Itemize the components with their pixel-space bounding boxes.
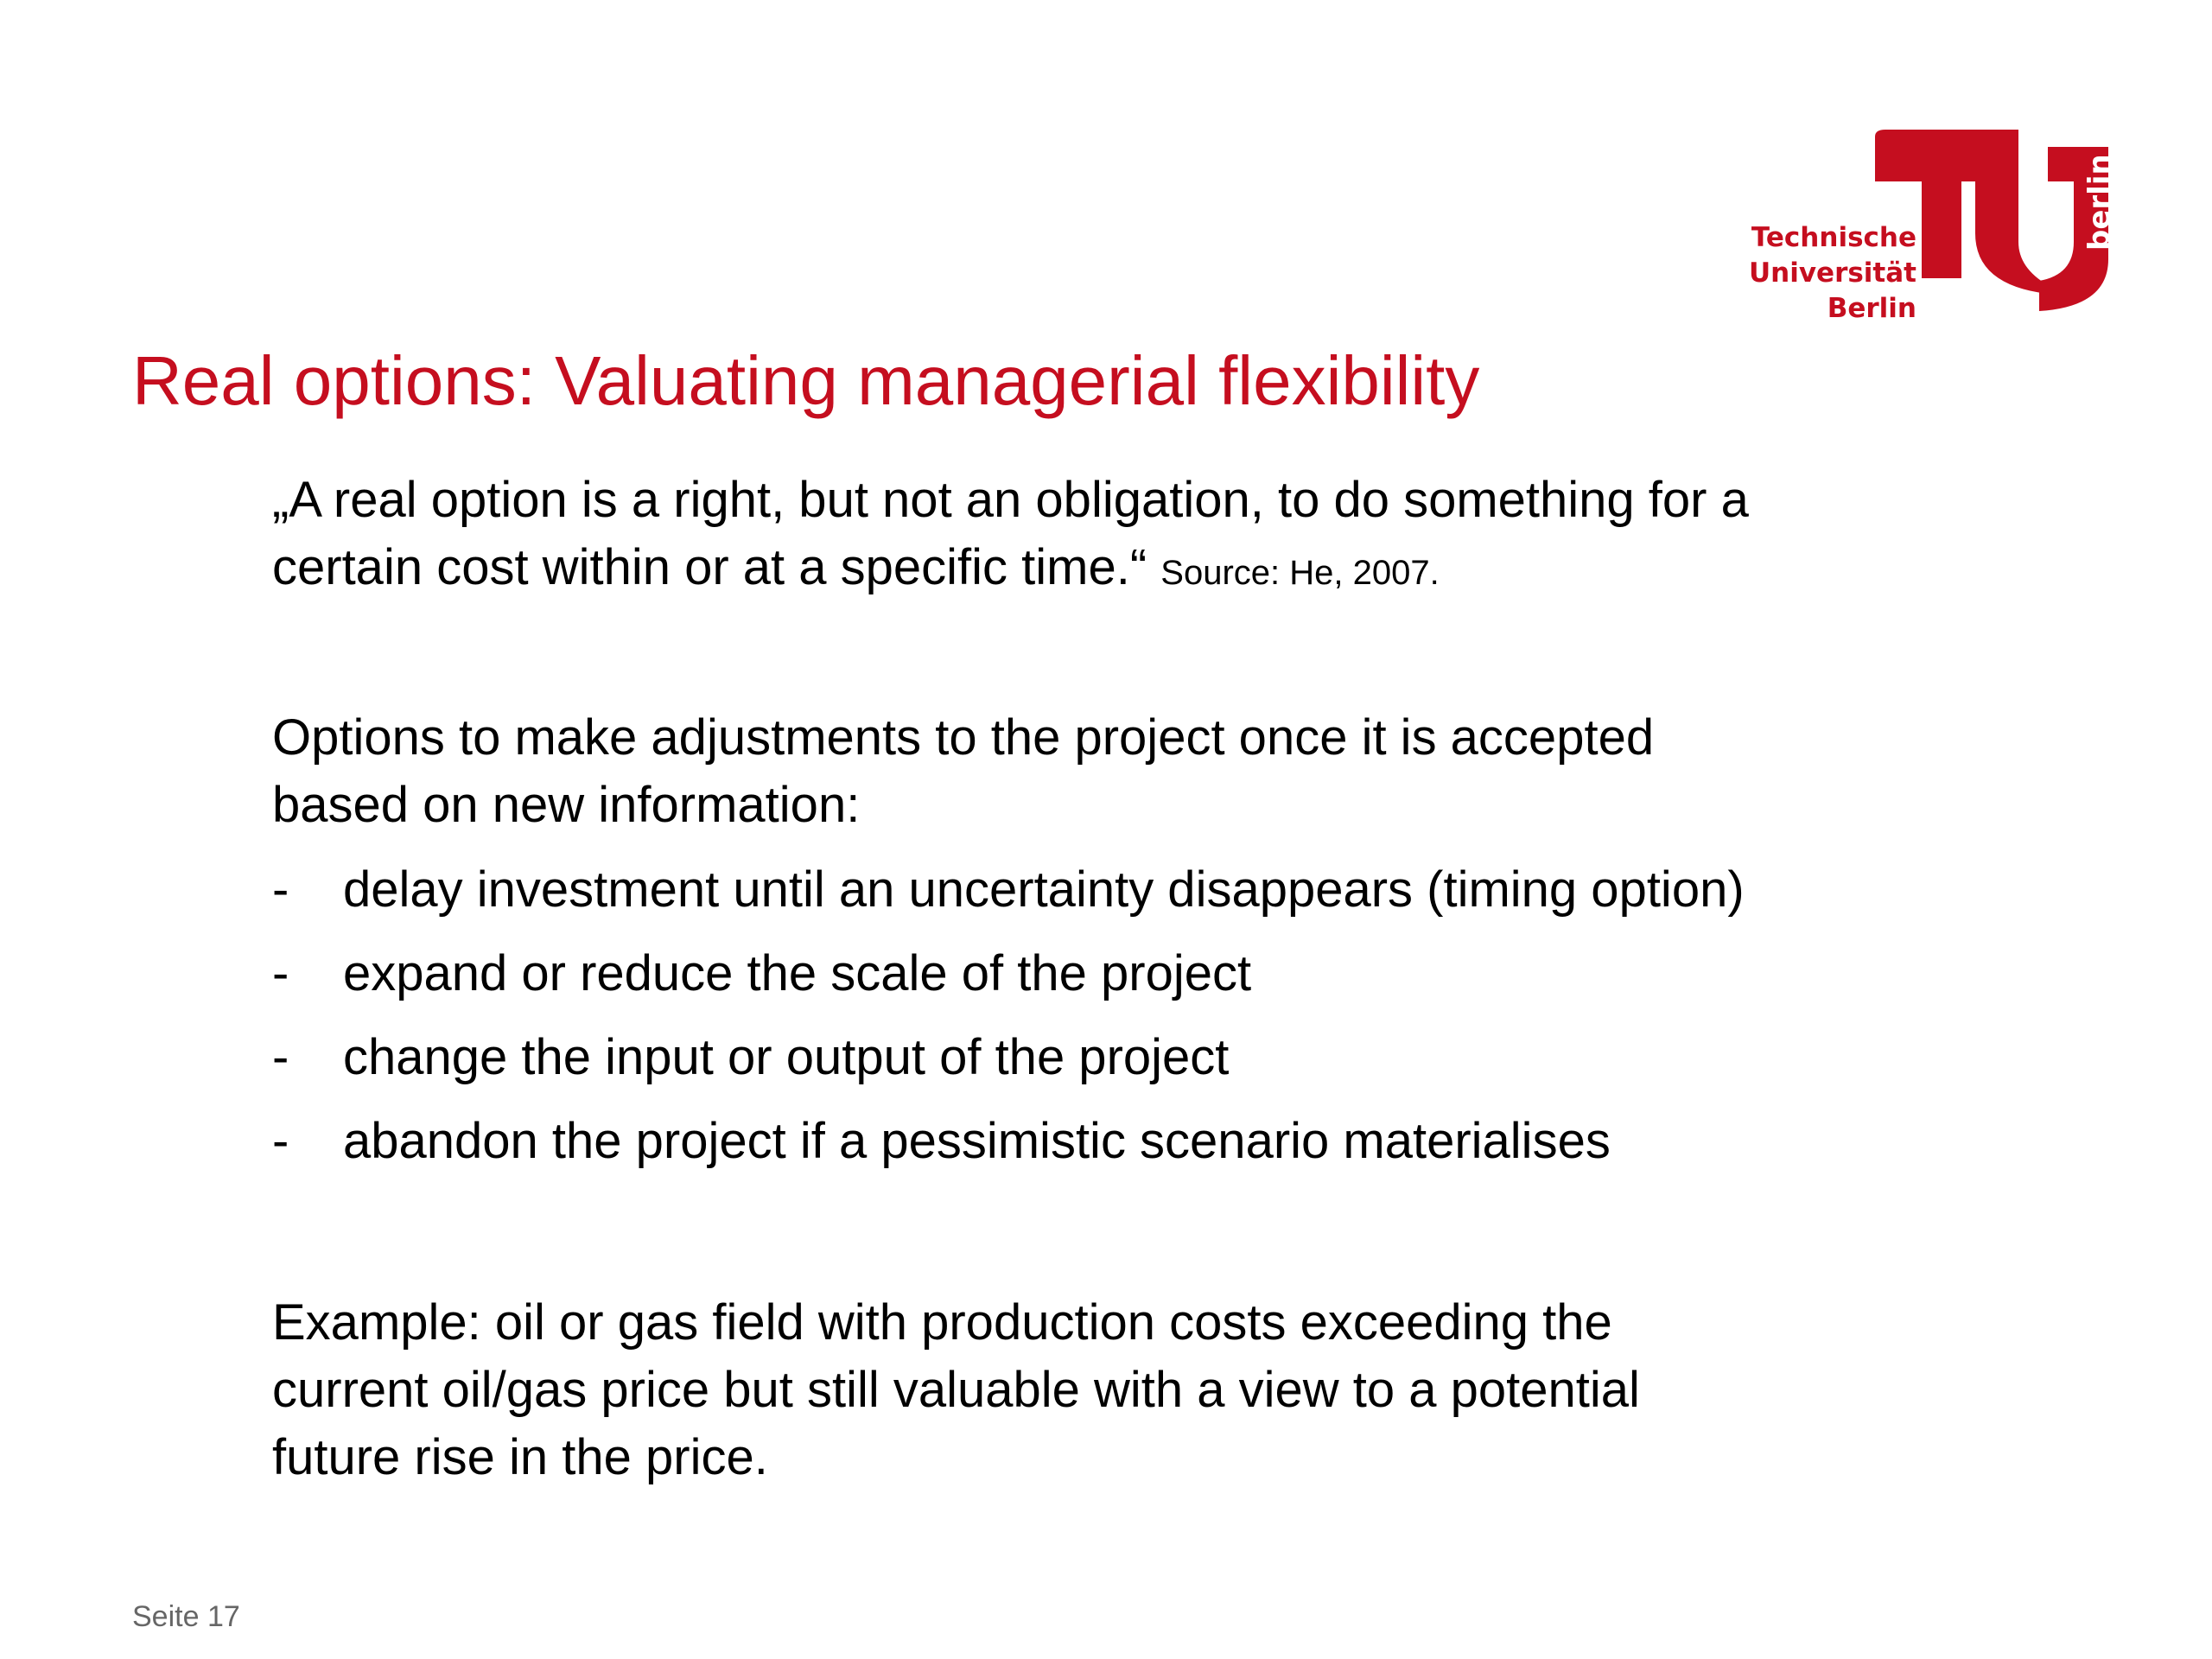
list-item — [272, 1024, 2044, 1108]
logo-line-3: Berlin — [1827, 293, 1916, 324]
bullet-dash: - — [272, 945, 289, 1001]
logo-vertical-text: berlin — [2082, 154, 2117, 251]
list-item-text: change the input or output of the project — [343, 1029, 1230, 1085]
options-intro-line-1: Options to make adjustments to the project once it is accepted — [272, 709, 1655, 766]
quote-line-2: certain cost within or at a specific time.“ — [272, 539, 1147, 595]
quote-source: Source: He, 2007. — [1160, 554, 1440, 592]
example-paragraph — [272, 1289, 2044, 1491]
page-number: Seite 17 — [132, 1600, 240, 1633]
slide-content — [272, 467, 2044, 1491]
example-line-1: Example: oil or gas field with production costs exceeding the — [272, 1294, 1612, 1351]
options-intro-line-2: based on new information: — [272, 777, 861, 833]
example-line-3: future rise in the price. — [272, 1429, 768, 1485]
list-item-text: delay investment until an uncertainty disappears (timing option) — [343, 861, 1745, 918]
example-line-2: current oil/gas price but still valuable with a view to a potential — [272, 1362, 1640, 1418]
options-list — [272, 856, 2044, 1192]
list-item — [272, 1108, 2044, 1192]
list-item-text: abandon the project if a pessimistic scenario materialises — [343, 1113, 1611, 1169]
list-item — [272, 856, 2044, 940]
bullet-dash: - — [272, 861, 289, 918]
slide-title: Real options: Valuating managerial flexibility — [132, 342, 1480, 419]
bullet-dash: - — [272, 1113, 289, 1169]
list-item — [272, 940, 2044, 1024]
quote-line-1: „A real option is a right, but not an obligation, to do something for a — [272, 472, 1749, 528]
bullet-dash: - — [272, 1029, 289, 1085]
list-item-text: expand or reduce the scale of the project — [343, 945, 1252, 1001]
logo-line-2: Universität — [1748, 257, 1916, 289]
definition-quote — [272, 467, 2044, 607]
logo-line-1: Technische — [1751, 222, 1916, 253]
options-intro — [272, 704, 2044, 839]
tu-berlin-logo — [1748, 130, 2117, 328]
logo-wordmark — [1749, 220, 1916, 327]
